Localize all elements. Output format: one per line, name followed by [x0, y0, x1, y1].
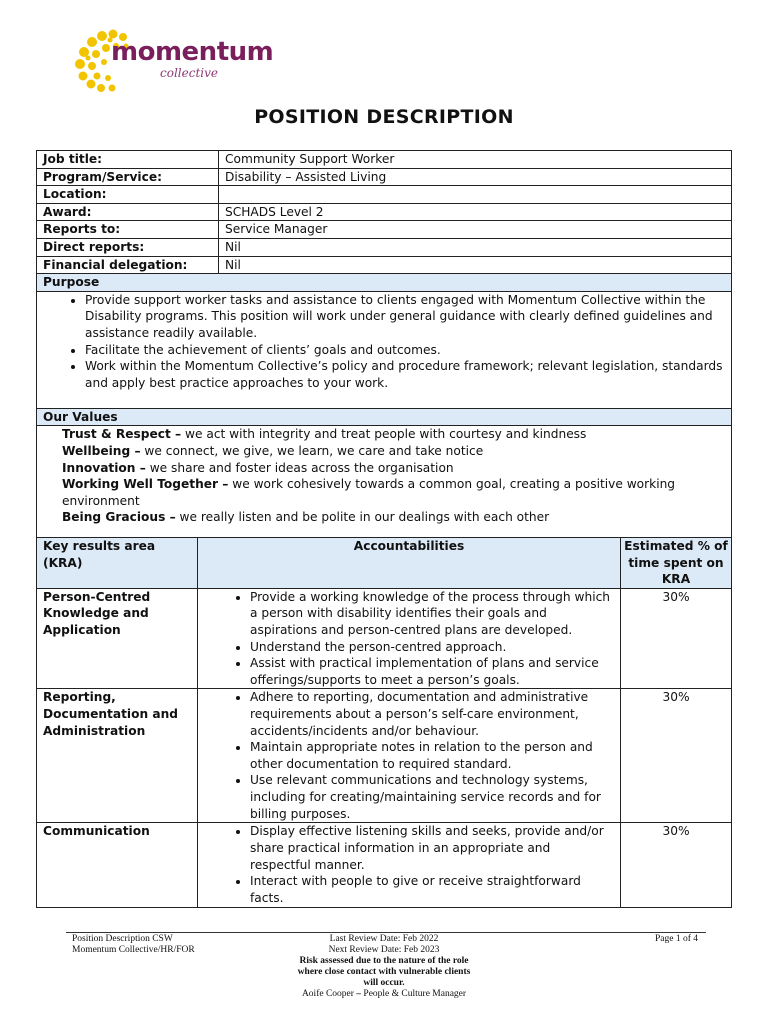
info-row-job-title [37, 151, 732, 169]
info-row-financial-delegation [37, 256, 732, 274]
info-value: Community Support Worker [219, 151, 732, 169]
value-name: Being Gracious – [62, 510, 176, 525]
info-label: Program/Service: [37, 168, 219, 186]
value-name: Wellbeing – [62, 443, 141, 458]
info-label: Location: [37, 186, 219, 204]
purpose-heading: Purpose [37, 274, 732, 292]
footer-approver-role: People & Culture Manager [361, 989, 467, 999]
info-row-award [37, 203, 732, 221]
kra-item: • Understand the person-centred approach. [250, 639, 612, 656]
kra-area-name: Person-Centred Knowledge and Application [37, 588, 198, 689]
info-row-location [37, 186, 732, 204]
values-body [37, 426, 732, 543]
footer-center [0, 934, 768, 1000]
purpose-body-row [37, 291, 732, 408]
footer-risk-line-2: where close contact with vulnerable clients [297, 967, 471, 977]
value-text: we work cohesively towards a common goal, creating a positive working environment [62, 477, 676, 508]
values-body-row [37, 426, 732, 543]
footer-approver-name: Aoife Cooper [301, 989, 357, 999]
kra-item: • Adhere to reporting, documentation and administrative requirements about a person’s self-care environment, accidents/incidents and/or behaviour. [250, 689, 612, 739]
value-item [62, 460, 731, 477]
info-value: Nil [219, 238, 732, 256]
kra-row [37, 588, 732, 689]
footer-page-number: Page 1 of 4 [654, 934, 698, 944]
info-value: SCHADS Level 2 [219, 203, 732, 221]
footer-risk-line-1: Risk assessed due to the nature of the role [299, 956, 469, 966]
kra-table [36, 537, 732, 908]
footer-last-review: Last Review Date: Feb 2022 [329, 934, 439, 944]
values-heading: Our Values [37, 408, 732, 426]
info-row-reports-to [37, 221, 732, 239]
kra-header-estimate: Estimated % of time spent on KRA [621, 538, 732, 589]
info-label: Reports to: [37, 221, 219, 239]
info-label: Financial delegation: [37, 256, 219, 274]
purpose-item: • Facilitate the achievement of clients’ goals and outcomes. [85, 342, 731, 359]
kra-header-row [37, 538, 732, 589]
kra-item: • Assist with practical implementation of plans and service offerings/supports to meet a person’s goals. [250, 655, 612, 688]
brand-subtitle: collective [160, 66, 218, 80]
value-name: Trust & Respect – [62, 427, 182, 442]
value-item [43, 476, 731, 509]
kra-accountabilities [198, 689, 621, 823]
values-heading-row [37, 408, 732, 426]
value-text: we share and foster ideas across the organisation [145, 460, 454, 475]
value-item [62, 509, 731, 526]
info-value: Service Manager [219, 221, 732, 239]
footer-next-review: Next Review Date: Feb 2023 [328, 945, 440, 955]
page-title: POSITION DESCRIPTION [254, 106, 514, 128]
kra-row [37, 689, 732, 823]
info-value [219, 186, 732, 204]
position-info-table [36, 150, 732, 543]
info-row-direct-reports [37, 238, 732, 256]
value-name: Working Well Together – [62, 477, 229, 492]
info-row-program [37, 168, 732, 186]
purpose-body [37, 291, 732, 408]
kra-list [204, 823, 620, 906]
info-label: Award: [37, 203, 219, 221]
value-item [62, 426, 731, 443]
kra-area-name: Communication [37, 823, 198, 908]
kra-item: • Use relevant communications and technology systems, including for creating/maintaining service records and for billing purposes. [250, 772, 612, 822]
kra-item: • Interact with people to give or receive straightforward facts. [250, 873, 612, 906]
footer-risk-line-3: will occur. [363, 978, 405, 988]
info-value: Nil [219, 256, 732, 274]
footer-approver-dash: – [356, 989, 362, 999]
info-label: Direct reports: [37, 238, 219, 256]
value-text: we really listen and be polite in our dealings with each other [175, 510, 550, 525]
kra-header-area: Key results area (KRA) [37, 538, 198, 589]
value-item [62, 443, 731, 460]
kra-list [204, 589, 620, 689]
purpose-heading-row [37, 274, 732, 292]
kra-item: • Maintain appropriate notes in relation to the person and other documentation to required standard. [250, 739, 612, 772]
kra-item: • Display effective listening skills and seeks, provide and/or share practical information in an appropriate and respectful manner. [250, 823, 612, 873]
brand-name: momentum [111, 37, 274, 67]
purpose-item: • Work within the Momentum Collective’s policy and procedure framework; relevant legislation, standards and apply best practice approaches to your work. [85, 358, 731, 391]
info-label: Job title: [37, 151, 219, 169]
kra-area-name: Reporting, Documentation and Administration [37, 689, 198, 823]
value-text: we connect, we give, we learn, we care and take notice [140, 443, 484, 458]
kra-percent: 30% [621, 588, 732, 689]
kra-percent: 30% [621, 823, 732, 908]
value-text: we act with integrity and treat people with courtesy and kindness [181, 427, 587, 442]
value-name: Innovation – [62, 460, 146, 475]
footer-approver [0, 989, 768, 1000]
kra-percent: 30% [621, 689, 732, 823]
purpose-item: • Provide support worker tasks and assistance to clients engaged with Momentum Collective within the Disability programs. This position will work under general guidance with clearly defined guidelines and assistance readily available. [85, 292, 731, 342]
kra-header-accountabilities: Accountabilities [198, 538, 621, 589]
info-value: Disability – Assisted Living [219, 168, 732, 186]
kra-item: • Provide a working knowledge of the process through which a person with disability identifies their goals and aspirations and person-centred plans are developed. [250, 589, 612, 639]
kra-accountabilities [198, 588, 621, 689]
footer-divider [66, 932, 706, 933]
purpose-list [43, 292, 731, 392]
kra-row [37, 823, 732, 908]
footer-doc-code: Momentum Collective/HR/FOR [72, 945, 195, 955]
footer-doc-name: Position Description CSW [72, 934, 173, 944]
kra-accountabilities [198, 823, 621, 908]
kra-list [204, 689, 620, 822]
